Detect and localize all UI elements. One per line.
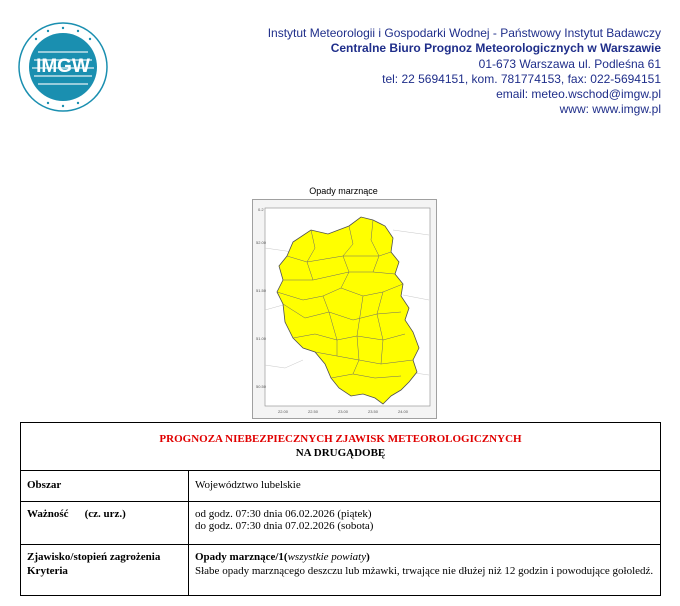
validity-to: do godz. 07:30 dnia 07.02.2026 (sobota) bbox=[195, 520, 374, 532]
lat-label: 52.00 bbox=[256, 240, 267, 245]
area-value: Województwo lubelskie bbox=[189, 471, 661, 502]
validity-from: od godz. 07:30 dnia 06.02.2026 (piątek) bbox=[195, 508, 372, 520]
warning-table bbox=[20, 422, 661, 596]
lat-label: 50.50 bbox=[256, 384, 267, 389]
map-title: Opady marznące bbox=[309, 186, 378, 196]
warning-title-sub: NA DRUGĄDOBĘ bbox=[295, 447, 386, 459]
validity-label-cell bbox=[21, 502, 189, 545]
warning-title bbox=[21, 423, 661, 471]
lon-label: 23.50 bbox=[367, 409, 379, 414]
phone: tel: 22 5694151, kom. 781774153, fax: 022-5694151 bbox=[382, 71, 661, 86]
lat-label: 51.50 bbox=[256, 288, 267, 293]
office-name: Centralne Biuro Prognoz Meteorologicznych w Warszawie bbox=[330, 41, 661, 56]
lon-label: 24.00 bbox=[397, 409, 409, 414]
lon-label: 22.00 bbox=[277, 409, 289, 414]
email[interactable]: email: meteo.wschod@imgw.pl bbox=[496, 87, 661, 102]
lat-label: 51.00 bbox=[256, 336, 267, 341]
validity-value bbox=[189, 502, 661, 545]
validity-unit: (cz. urz.) bbox=[84, 508, 126, 520]
criteria-value: Słabe opady marznącego deszczu lub mżawki, trwające nie dłużej niż 12 godzin i powodujące gołoledź. bbox=[195, 564, 654, 577]
website[interactable]: www: www.imgw.pl bbox=[559, 102, 661, 117]
imgw-logo bbox=[18, 22, 108, 112]
logo-text: IMGW bbox=[36, 56, 90, 77]
institute-header bbox=[241, 26, 661, 118]
phenomenon-scope: wszystkie powiaty bbox=[287, 551, 367, 563]
criteria-label: Kryteria bbox=[27, 564, 68, 577]
warning-title-main: PROGNOZA NIEBEZPIECZNYCH ZJAWISK METEOROLOGICZNYCH bbox=[159, 433, 522, 445]
lon-label: 23.00 bbox=[337, 409, 349, 414]
address: 01-673 Warszawa ul. Podleśna 61 bbox=[478, 56, 661, 71]
validity-label: Ważność bbox=[27, 508, 69, 520]
phenomenon-label: Zjawisko/stopień zagrożenia bbox=[27, 551, 161, 563]
phenomenon-value: Opady marznące/1 bbox=[195, 551, 284, 563]
map-corner-label: 0.2 bbox=[258, 207, 264, 212]
phenomenon-label-cell bbox=[21, 545, 189, 596]
warning-map bbox=[252, 199, 437, 419]
area-label: Obszar bbox=[21, 471, 189, 502]
lon-label: 22.50 bbox=[307, 409, 319, 414]
institute-name: Instytut Meteorologii i Gospodarki Wodnej - Państwowy Instytut Badawczy bbox=[267, 26, 661, 40]
phenomenon-value-cell: Opady marznące/1(wszystkie powiaty) Słabe opady marznącego deszczu lub mżawki, trwające nie dłużej niż 12 godzin i powodujące gołoledź. bbox=[189, 545, 661, 596]
